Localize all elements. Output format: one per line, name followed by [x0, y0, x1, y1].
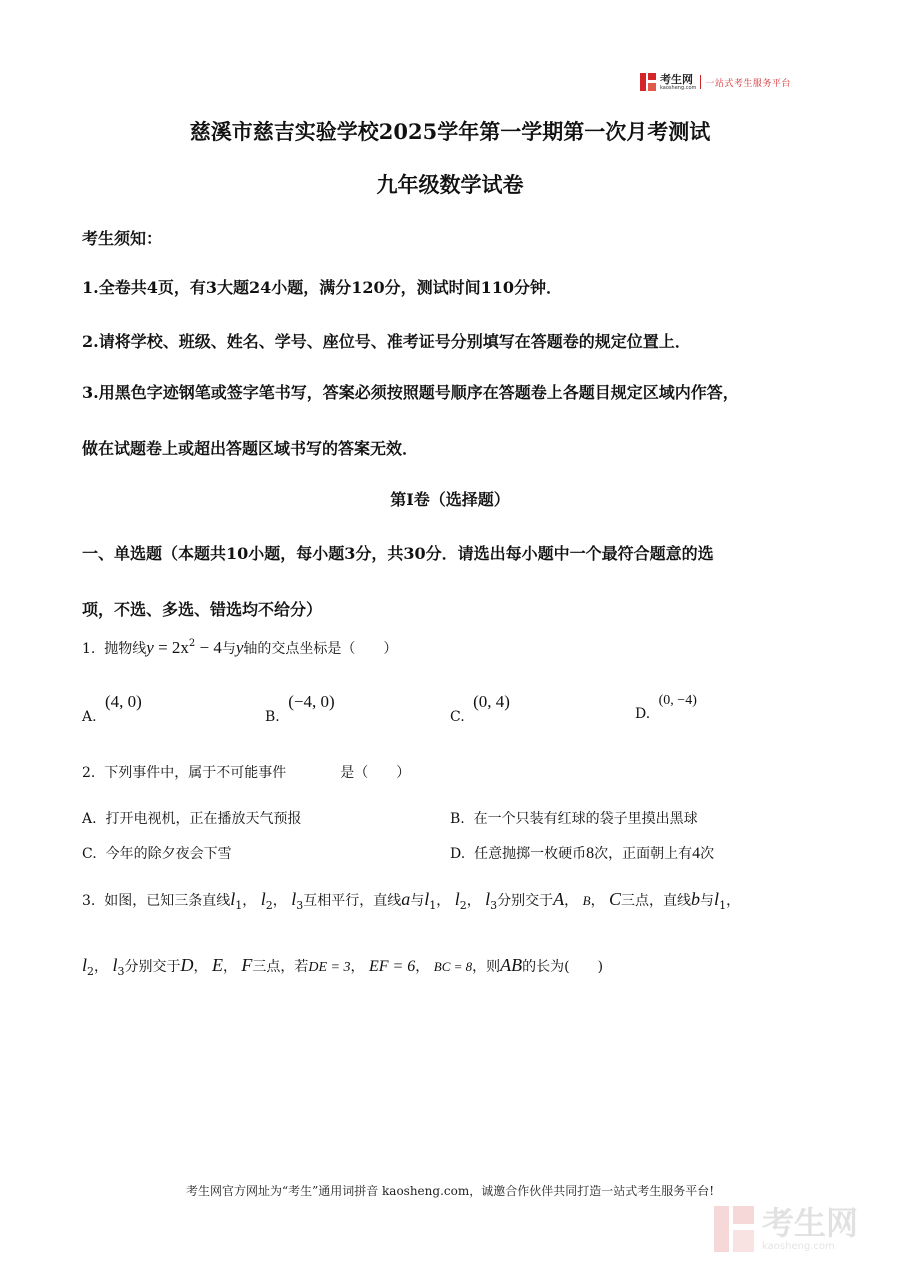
q3-l2c: l	[82, 955, 88, 975]
q2-option-c-label: C.	[82, 846, 97, 862]
q2-option-d-text-b: 次，正面朝上有	[594, 846, 693, 862]
q1-text-b: 与	[221, 641, 236, 657]
q3-comma: ，	[222, 959, 237, 975]
kaosheng-logo-icon	[640, 73, 656, 91]
q3-comma: ，	[415, 959, 430, 975]
q3-l1b: l	[424, 889, 430, 909]
footer-text: 考生网官方网址为“考生”通用词拼音 kaosheng.com，诚邀合作伙伴共同打造一站式考生服务平台!	[185, 1184, 715, 1198]
logo-slogan: 一站式考生服务平台	[705, 78, 791, 89]
q2-option-d-text: 任意抛掷一枚硬币	[474, 846, 587, 862]
q3-text-3: 分别交于	[497, 893, 554, 909]
q1-eq-end: − 4	[195, 638, 222, 657]
question-3	[82, 889, 740, 910]
question-3-cont	[82, 955, 603, 976]
q3-E: E	[211, 955, 223, 975]
q3-yu: 与	[410, 893, 425, 909]
q2-option-d[interactable]	[450, 843, 714, 863]
q2-option-c[interactable]	[82, 843, 232, 863]
q3-comma: ，	[350, 959, 365, 975]
q3-sub-1b: 1	[429, 899, 437, 912]
notice-rule-2: 2.请将学校、班级、姓名、学号、座位号、准考证号分别填写在答题卷的规定位置上．	[82, 332, 691, 351]
q2-option-b-value: 在一个只装有红球的袋子里摸出黑球	[473, 811, 698, 827]
q3-text-2: 互相平行，直线	[303, 893, 402, 909]
q2-option-a-value: 打开电视机，正在播放天气预报	[105, 811, 302, 827]
part-heading: 第I卷（选择题）	[390, 490, 510, 509]
q3-comma: ，	[590, 893, 605, 909]
q2-option-c-value: 今年的除夕夜会下雪	[105, 846, 232, 862]
q1-number: 1.	[82, 641, 96, 657]
watermark-name: 考生网	[762, 1203, 859, 1242]
kaosheng-logo	[640, 72, 791, 92]
q3-comma: ，	[94, 959, 109, 975]
q1-option-d[interactable]	[635, 692, 697, 722]
q2-option-a[interactable]	[82, 808, 301, 828]
q3-sub-2c: 2	[87, 965, 95, 978]
q2-option-b-label: B.	[450, 811, 465, 827]
q3-text-3b: 分别交于	[124, 959, 181, 975]
q1-text-c: 轴的交点坐标是（ ）	[243, 641, 398, 657]
q3-comma: ，	[466, 893, 481, 909]
q1-option-b-value: (−4, 0)	[288, 692, 335, 711]
q3-comma: ，	[242, 893, 257, 909]
q3-l3b: l	[485, 889, 491, 909]
q1-option-a-value: (4, 0)	[105, 692, 142, 711]
q3-text-7: 的长为( )	[522, 959, 604, 975]
q3-C: C	[609, 889, 622, 909]
q1-option-a[interactable]	[82, 692, 142, 725]
exam-subtitle: 九年级数学试卷	[376, 172, 524, 197]
q2-option-d-n2: 4	[692, 845, 701, 862]
watermark-domain: kaosheng.com	[762, 1240, 835, 1252]
q3-b: b	[691, 889, 701, 909]
q3-text-4: 三点，直线	[621, 893, 692, 909]
q3-BC: BC = 8	[433, 959, 473, 974]
q3-DE: DE = 3	[308, 960, 351, 975]
q3-sub-3c: 3	[117, 965, 125, 978]
q1-option-b-label: B.	[265, 709, 280, 725]
q3-AB: AB	[500, 955, 523, 975]
q1-axis: y	[235, 638, 244, 657]
notice-heading: 考生须知：	[82, 229, 163, 248]
q1-option-d-value: (0, −4)	[658, 693, 697, 708]
q1-power: 2	[188, 638, 196, 649]
q1-option-c-label: C.	[450, 709, 465, 725]
q3-comma: ，	[436, 893, 451, 909]
q2-option-b[interactable]	[450, 808, 698, 828]
q3-D: D	[180, 955, 194, 975]
q3-sub-3: 3	[296, 899, 304, 912]
q3-text-6: ，则	[472, 959, 501, 975]
q3-comma: ，	[272, 893, 287, 909]
q3-EF: EF = 6	[368, 958, 416, 975]
q3-text-1: 如图，已知三条直线	[104, 893, 231, 909]
q3-comma: ，	[726, 893, 741, 909]
watermark-logo-icon	[714, 1206, 754, 1252]
logo-name: 考生网	[660, 72, 693, 86]
q2-text: 下列事件中，属于不可能事件	[104, 765, 287, 781]
q3-sub-3b: 3	[490, 899, 498, 912]
q1-text: 抛物线	[104, 641, 147, 657]
section-heading-cont: 项，不选、多选、错选均不给分）	[82, 600, 323, 619]
q3-sub-2: 2	[265, 899, 273, 912]
q3-number: 3.	[82, 893, 96, 909]
q3-l1c: l	[714, 889, 720, 909]
question-1	[82, 638, 397, 658]
q3-B: B	[582, 893, 591, 908]
q2-number: 2.	[82, 765, 96, 781]
q1-option-d-label: D.	[635, 706, 651, 722]
q3-yu-2: 与	[700, 893, 715, 909]
q3-comma: ，	[193, 959, 208, 975]
q3-a: a	[401, 889, 411, 909]
q3-l2: l	[260, 889, 266, 909]
q3-l3: l	[291, 889, 297, 909]
q3-A: A	[553, 889, 565, 909]
notice-rule-3-cont: 做在试题卷上或超出答题区域书写的答案无效．	[82, 439, 419, 458]
watermark	[714, 1203, 859, 1252]
q2-option-d-n1: 8	[586, 845, 595, 862]
exam-title: 慈溪市慈吉实验学校2025学年第一学期第一次月考测试	[189, 119, 711, 144]
notice-rule-1: 1.全卷共4页，有3大题24小题，满分120分，测试时间110分钟．	[82, 278, 563, 297]
q3-text-5: 三点，若	[252, 959, 309, 975]
q1-option-b[interactable]	[265, 692, 335, 725]
q3-l1: l	[230, 889, 236, 909]
q3-l3c: l	[112, 955, 118, 975]
question-2	[82, 762, 410, 782]
q1-option-c[interactable]	[450, 692, 510, 725]
q3-sub-1c: 1	[719, 899, 727, 912]
q2-option-d-text-c: 次	[700, 846, 715, 862]
notice-rule-3: 3.用黑色字迹钢笔或签字笔书写，答案必须按照题号顺序在答题卷上各题目规定区域内作答，	[82, 383, 739, 402]
q3-sub-1: 1	[235, 899, 243, 912]
q1-option-c-value: (0, 4)	[473, 692, 510, 711]
section-heading: 一、单选题（本题共10小题，每小题3分，共30分．请选出每小题中一个最符合题意的选	[82, 544, 714, 563]
q3-comma: ，	[564, 893, 579, 909]
q3-F: F	[241, 955, 253, 975]
q1-eq: = 2x	[153, 638, 189, 657]
q1-y: y	[146, 638, 154, 657]
q3-sub-2b: 2	[459, 899, 467, 912]
q3-l2b: l	[454, 889, 460, 909]
q2-text-b: 是（ ）	[340, 765, 411, 781]
logo-domain: kaosheng.com	[660, 84, 697, 91]
q2-option-d-label: D.	[450, 846, 466, 862]
q1-option-a-label: A.	[82, 709, 97, 725]
q2-option-a-label: A.	[82, 811, 97, 827]
